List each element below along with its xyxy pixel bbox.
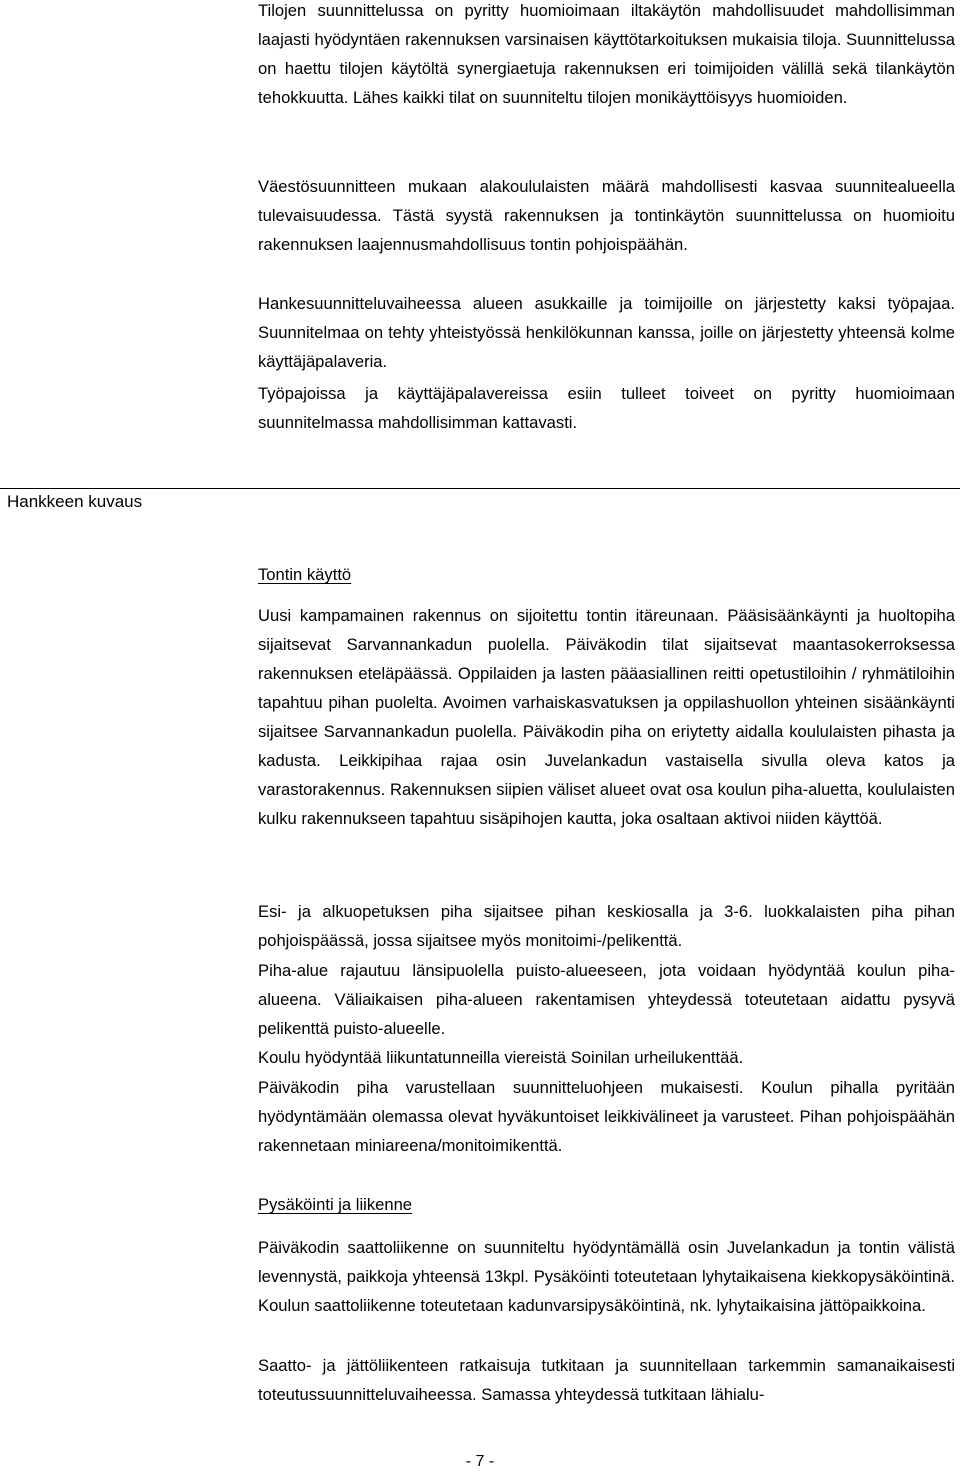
intro-paragraph-4: Työpajoissa ja käyttäjäpalavereissa esiin tulleet toiveet on pyritty huomioimaan suunnitelmassa mahdollisimman kattavasti. bbox=[258, 384, 955, 432]
section-divider bbox=[0, 488, 960, 489]
site-use-paragraph-5: Päiväkodin piha varustellaan suunnitteluohjeen mukaisesti. Koulun pihalla pyritään hyödyntämään olemassa olevat hyväkuntoiset leikkivälineet ja varusteet. Pihan pohjoispäähän rakennetaan miniareena/monitoimikenttä. bbox=[258, 1078, 955, 1155]
site-use-paragraph-3: Piha-alue rajautuu länsipuolella puisto-alueeseen, jota voidaan hyödyntää koulun piha-alueena. Väliaikaisen piha-alueen rakentamisen yhteydessä toteutetaan aidattu pysyvä pelikenttä puisto-alueelle. bbox=[258, 961, 955, 1038]
page-number: - 7 - bbox=[465, 1453, 495, 1470]
parking-paragraph-2: Saatto- ja jättöliikenteen ratkaisuja tutkitaan ja suunnitellaan tarkemmin samanaikaisesti toteutussuunnitteluvaiheessa. Samassa yhteydessä tutkitaan lähialu- bbox=[258, 1356, 955, 1404]
site-use-paragraph-1: Uusi kampamainen rakennus on sijoitettu tontin itäreunaan. Pääsisäänkäynti ja huoltopiha sijaitsevat Sarvannankadun puolella. Päiväkodin tilat sijaitsevat maantasokerroksessa rakennuksen eteläpäässä. Oppilaiden ja lasten pääasiallinen reitti opetustiloihin / ryhmätiloihin tapahtuu pihan puolelta. Avoimen varhaiskasvatuksen ja oppilashuollon yhteinen sisäänkäynti sijaitsee Sarvannankadun puolella. Päiväkodin piha on eriytetty aidalla koululaisten pihasta ja kadusta. Leikkipihaa rajaa osin Juvelankadun vastaisella sivulla oleva katos ja varastorakennus. Rakennuksen siipien väliset alueet ovat osa koulun piha-aluetta, koululaisten kulku rakennukseen tapahtuu sisäpihojen kautta, joka osaltaan aktivoi niiden käyttöä. bbox=[258, 606, 955, 828]
intro-paragraph-3: Hankesuunnitteluvaiheessa alueen asukkaille ja toimijoille on järjestetty kaksi työpajaa. Suunnitelmaa on tehty yhteistyössä henkilökunnan kanssa, joille on järjestetty yhteensä kolme käyttäjäpalaveria. bbox=[258, 294, 955, 371]
section-heading: Hankkeen kuvaus bbox=[7, 492, 143, 511]
intro-paragraph-2: Väestösuunnitteen mukaan alakoululaisten määrä mahdollisesti kasvaa suunnitealueella tulevaisuudessa. Tästä syystä rakennuksen ja tontinkäytön suunnittelussa on huomioitu rakennuksen laajennusmahdollisuus tontin pohjoispäähän. bbox=[258, 177, 955, 254]
intro-paragraph-1: Tilojen suunnittelussa on pyritty huomioimaan iltakäytön mahdollisuudet mahdollisimman laajasti hyödyntäen rakennuksen varsinaisen käyttötarkoituksen mukaisia tiloja. Suunnittelussa on haettu tilojen käytöltä synergiaetuja rakennuksen eri toimijoiden välillä sekä tilankäytön tehokkuutta. Lähes kaikki tilat on suunniteltu tilojen monikäyttöisyys huomioiden. bbox=[258, 1, 955, 107]
parking-paragraph-1: Päiväkodin saattoliikenne on suunniteltu hyödyntämällä osin Juvelankadun ja tontin välistä levennystä, paikkoja yhteensä 13kpl. Pysäköinti toteutetaan lyhytaikaisena kiekkopysäköintinä. Koulun saattoliikenne toteutetaan kadunvarsipysäköintinä, nk. lyhytaikaisina jättöpaikkoina. bbox=[258, 1238, 955, 1315]
site-use-paragraph-2: Esi- ja alkuopetuksen piha sijaitsee pihan keskiosalla ja 3-6. luokkalaisten piha pihan pohjoispäässä, jossa sijaitsee myös monitoimi-/pelikenttä. bbox=[258, 902, 955, 950]
parking-heading: Pysäköinti ja liikenne bbox=[258, 1195, 413, 1214]
site-use-paragraph-4: Koulu hyödyntää liikuntatunneilla viereistä Soinilan urheilukenttää. bbox=[258, 1048, 744, 1067]
site-use-heading: Tontin käyttö bbox=[258, 565, 352, 584]
